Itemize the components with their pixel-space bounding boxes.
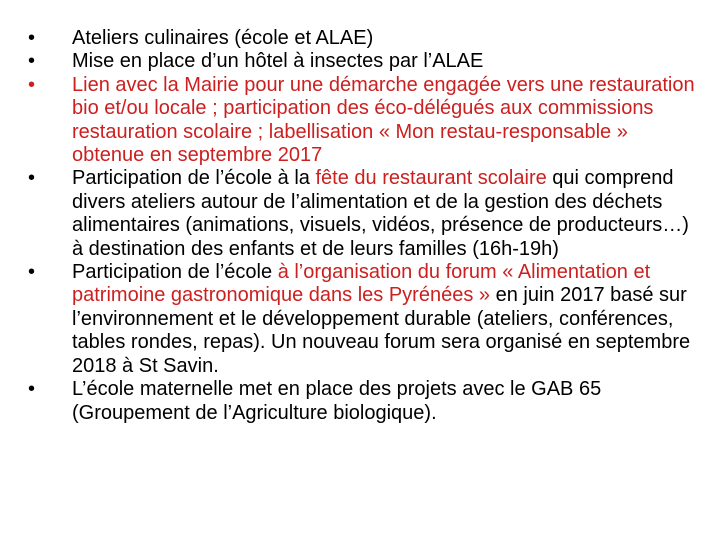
bullet-dot-icon: • (28, 27, 36, 49)
bullet-text: Mise en place d’un hôtel à insectes par l’ALAE (72, 50, 484, 73)
bullet-text: Lien avec la Mairie pour une démarche engagée vers une restauration bio et/ou locale ; participation des éco-délégués aux commissions restauration scolaire ; labellisation « Mon restau-responsable » obtenue en septembre 2017 (72, 73, 695, 167)
bullet-text: Ateliers culinaires (école et ALAE) (72, 27, 374, 49)
bullet-item-forum (28, 261, 700, 378)
bullet-text: L’école maternelle met en place des projets avec le GAB 65 (Groupement de l’Agriculture biologique). (72, 378, 602, 424)
bullet-dot-icon: • (28, 261, 36, 284)
bullet-dot-icon: • (28, 167, 36, 190)
bullet-list (28, 27, 700, 425)
bullet-item-mairie (28, 74, 700, 168)
bullet-item-ecole-maternelle (28, 378, 700, 425)
bullet-text-before: Participation de l’école à la (72, 167, 316, 190)
bullet-text-after: en juin 2017 basé sur l’environnement et le développement durable (ateliers, conférences, tables rondes, repas). Un nouveau forum sera organisé en septembre 2018 à St Savin. (72, 284, 691, 377)
bullet-text-before: Participation de l’école (72, 261, 278, 284)
bullet-text-highlight: fête du restaurant scolaire (315, 167, 547, 190)
bullet-item-hotel-insectes (28, 50, 700, 73)
bullet-dot-icon: • (28, 378, 36, 401)
bullet-dot-icon: • (28, 73, 36, 96)
bullet-item-ateliers (28, 27, 700, 50)
bullet-text-after: qui comprend divers ateliers autour de l’alimentation et de la gestion des déchets alimentaires (animations, visuels, vidéos, présence de producteurs…) à destination des enfants et de leurs familles (16h-19h) (72, 167, 689, 260)
bullet-dot-icon: • (28, 50, 36, 73)
bullet-text-highlight: à l’organisation du forum « Alimentation et patrimoine gastronomique dans les Pyrénées » (72, 261, 651, 307)
bullet-item-fete-restaurant (28, 167, 700, 261)
